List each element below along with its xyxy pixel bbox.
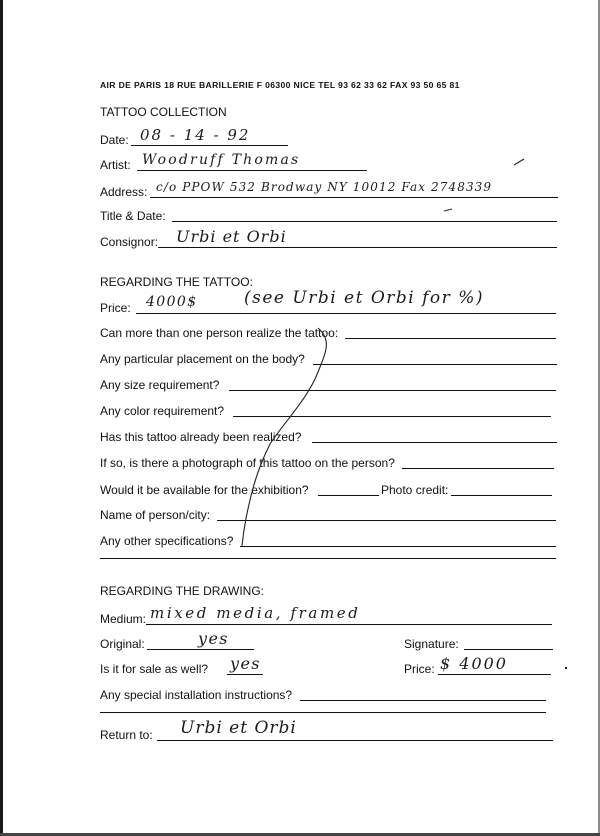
consignor-label: Consignor:	[100, 235, 159, 249]
date-label: Date:	[100, 133, 129, 147]
installation-line[interactable]	[300, 700, 546, 701]
tattoo-price-label: Price:	[100, 301, 131, 315]
medium-label: Medium:	[100, 612, 147, 626]
artist-label: Artist:	[100, 158, 131, 172]
for-sale-line	[227, 674, 263, 675]
artist-line	[137, 170, 367, 171]
photo-credit-label: Photo credit:	[381, 483, 449, 497]
drawing-section-heading: REGARDING THE DRAWING:	[100, 584, 265, 598]
stray-pen-dot	[565, 667, 567, 669]
consignor-value[interactable]: Urbi et Orbi	[176, 227, 287, 246]
for-sale-label: Is it for sale as well?	[100, 662, 209, 676]
question-photograph: If so, is there a photograph of this tattoo on the person?	[100, 456, 395, 470]
original-label: Original:	[100, 637, 145, 651]
question-multi-person: Can more than one person realize the tattoo:	[100, 326, 339, 340]
address-line	[150, 197, 558, 198]
title-date-line	[172, 221, 557, 222]
date-line	[131, 145, 288, 146]
installation-label: Any special installation instructions?	[100, 688, 293, 702]
photo-credit-line[interactable]	[451, 495, 552, 496]
signature-line[interactable]	[464, 649, 553, 650]
address-label: Address:	[100, 185, 148, 199]
stray-pen-mark	[514, 159, 524, 165]
question-size: Any size requirement?	[100, 378, 220, 392]
drawing-price-line	[438, 674, 551, 675]
answer-line-size[interactable]	[229, 390, 556, 391]
return-to-value[interactable]: Urbi et Orbi	[180, 718, 297, 738]
answer-line-multi-person[interactable]	[345, 338, 556, 339]
medium-value[interactable]: mixed media, framed	[150, 604, 361, 622]
original-value[interactable]: yes	[198, 629, 229, 648]
answer-line-color[interactable]	[233, 416, 551, 417]
answer-line-realized[interactable]	[312, 442, 557, 443]
medium-line	[146, 624, 552, 625]
signature-label: Signature:	[404, 637, 459, 651]
drawing-price-label: Price:	[404, 662, 435, 676]
stray-pen-mark-2	[444, 209, 452, 211]
other-specs-line[interactable]	[240, 546, 556, 547]
return-to-line	[157, 740, 553, 741]
scan-edge-left	[0, 0, 3, 836]
answer-line-placement[interactable]	[313, 364, 557, 365]
drawing-price-value[interactable]: $ 4000	[440, 654, 508, 673]
other-specs-line-2[interactable]	[100, 558, 556, 559]
consignor-line	[158, 247, 557, 248]
address-value[interactable]: c/o PPOW 532 Brodway NY 10012 Fax 2748339	[156, 180, 493, 194]
tattoo-section-heading: REGARDING THE TATTOO:	[100, 275, 253, 289]
original-line	[147, 649, 254, 650]
for-sale-value[interactable]: yes	[230, 654, 261, 673]
artist-value[interactable]: Woodruff Thomas	[142, 152, 301, 168]
question-color: Any color requirement?	[100, 404, 225, 418]
tattoo-price-line	[136, 313, 556, 314]
name-city-label: Name of person/city:	[100, 508, 211, 522]
return-to-label: Return to:	[100, 728, 153, 742]
form-title: TATTOO COLLECTION	[100, 105, 227, 119]
question-placement: Any particular placement on the body?	[100, 352, 305, 366]
question-realized: Has this tattoo already been realized?	[100, 430, 302, 444]
date-value[interactable]: 08 - 14 - 92	[140, 126, 251, 144]
name-city-line[interactable]	[217, 520, 556, 521]
exhibition-label: Would it be available for the exhibition?	[100, 483, 309, 497]
title-date-label: Title & Date:	[100, 209, 166, 223]
answer-line-photograph[interactable]	[402, 468, 554, 469]
gallery-header: AIR DE PARIS 18 RUE BARILLERIE F 06300 NICE TEL 93 62 33 62 FAX 93 50 65 81	[100, 80, 460, 90]
exhibition-line[interactable]	[318, 495, 379, 496]
tattoo-price-note: (see Urbi et Orbi for %)	[244, 288, 484, 308]
installation-line-2[interactable]	[100, 712, 546, 713]
other-specs-label: Any other specifications?	[100, 534, 234, 548]
tattoo-price-value[interactable]: 4000$	[146, 294, 198, 310]
